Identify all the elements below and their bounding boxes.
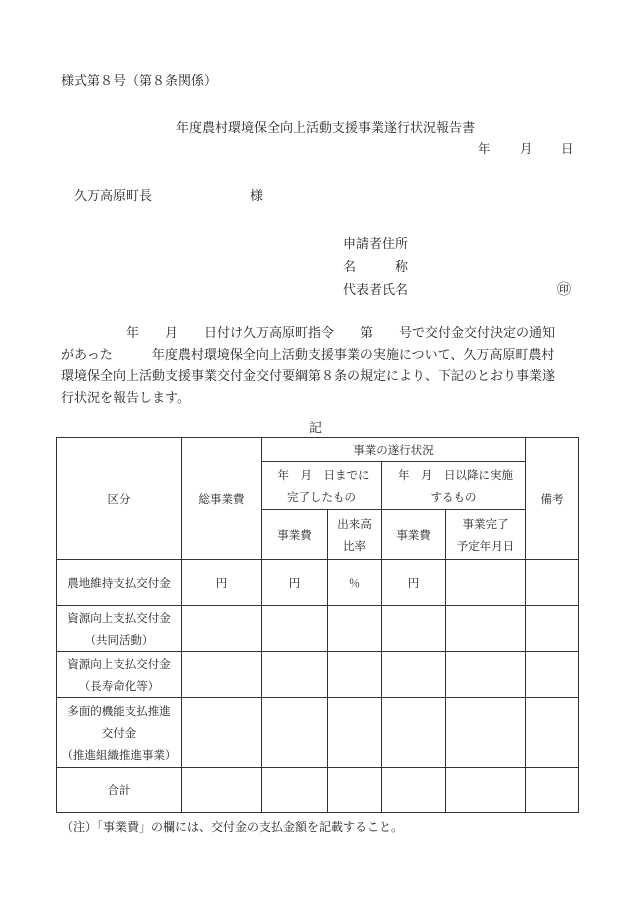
applicant-representative-label: 代表者氏名	[343, 283, 409, 298]
seal-mark: ㊞	[557, 282, 571, 298]
cell-remarks	[526, 560, 579, 606]
cell-cost	[262, 698, 328, 768]
table-row	[57, 698, 579, 768]
cell-remarks	[526, 768, 579, 813]
cell-cost	[262, 606, 328, 652]
cell-total-cost	[182, 698, 262, 768]
header-row	[57, 438, 579, 462]
cell-progress-rate	[328, 652, 382, 698]
row-label	[57, 652, 182, 698]
row-label-line: 資源向上支払交付金	[67, 610, 171, 625]
header-progress-rate	[328, 510, 382, 560]
cell-remarks	[526, 606, 579, 652]
header-planned-date	[446, 510, 526, 560]
cell-progress-rate: ％	[328, 560, 382, 606]
table-row	[57, 606, 579, 652]
applicant-address-label: 申請者住所	[343, 237, 409, 252]
status-table	[56, 437, 579, 813]
row-label-line: 資源向上支払交付金	[67, 656, 171, 671]
footnote: （注）「事業費」の欄には、交付金の支払金額を記載すること。	[61, 820, 404, 834]
row-label-line: （推進組織推進事業）	[61, 747, 177, 762]
cell-planned-date	[446, 606, 526, 652]
addressee-honorific: 様	[250, 189, 264, 204]
header-status: 事業の遂行状況	[262, 438, 526, 462]
header-completed-line: 年 月 日までに	[277, 467, 370, 482]
cell-cost-2: 円	[382, 560, 446, 606]
addressee-name: 久万高原町長	[74, 189, 153, 204]
ki-heading: 記	[309, 421, 323, 436]
cell-planned-date	[446, 768, 526, 813]
date-day: 日	[561, 141, 574, 156]
header-planned-date-line: 予定年月日	[456, 538, 515, 553]
row-label: 合計	[57, 768, 182, 813]
document-title: 年度農村環境保全向上活動支援事業遂行状況報告書	[176, 121, 476, 136]
cell-progress-rate	[328, 698, 382, 768]
form-number: 様式第８号（第８条関係）	[61, 74, 218, 89]
cell-cost: 円	[262, 560, 328, 606]
applicant-name-label: 名 称	[343, 260, 409, 275]
cell-total-cost	[182, 606, 262, 652]
cell-remarks	[526, 652, 579, 698]
row-label-line: （共同活動）	[84, 632, 154, 647]
cell-total-cost	[182, 652, 262, 698]
cell-progress-rate	[328, 768, 382, 813]
header-total-cost: 総事業費	[182, 438, 262, 560]
row-label-line: （長寿命化等）	[78, 678, 160, 693]
header-planned-date-line: 事業完了	[462, 516, 509, 531]
cell-cost-2	[382, 768, 446, 813]
cell-cost-2	[382, 606, 446, 652]
cell-progress-rate	[328, 606, 382, 652]
header-cost: 事業費	[262, 510, 328, 560]
body-line: があった 年度農村環境保全向上活動支援事業の実施について、久万高原町農村	[61, 347, 555, 363]
row-label	[57, 698, 182, 768]
cell-planned-date	[446, 560, 526, 606]
header-remarks: 備考	[526, 438, 579, 560]
header-to-implement-line: するもの	[430, 489, 477, 504]
cell-cost-2	[382, 652, 446, 698]
cell-planned-date	[446, 652, 526, 698]
row-label: 農地維持支払交付金	[57, 560, 182, 606]
header-completed	[262, 462, 382, 510]
report-body	[61, 323, 577, 409]
header-cost-2: 事業費	[382, 510, 446, 560]
cell-total-cost: 円	[182, 560, 262, 606]
header-progress-rate-line: 比率	[343, 538, 366, 553]
date-month: 月	[520, 141, 533, 156]
cell-total-cost	[182, 768, 262, 813]
header-completed-line: 完了したもの	[287, 489, 356, 504]
header-kubun: 区分	[57, 438, 182, 560]
body-line: 年 月 日付け久万高原町指令 第 号で交付金交付決定の通知	[61, 326, 556, 341]
header-to-implement-line: 年 月 日以降に実施	[398, 467, 513, 482]
cell-cost	[262, 768, 328, 813]
row-label-line: 多面的機能支払推進	[67, 703, 171, 718]
date-year: 年	[478, 141, 491, 156]
table-row	[57, 652, 579, 698]
cell-planned-date	[446, 698, 526, 768]
header-progress-rate-line: 出来高	[337, 516, 372, 531]
row-label	[57, 606, 182, 652]
cell-cost-2	[382, 698, 446, 768]
table-row	[57, 560, 579, 606]
cell-cost	[262, 652, 328, 698]
table-row-total	[57, 768, 579, 813]
cell-remarks	[526, 698, 579, 768]
body-line: 行状況を報告します。	[61, 390, 190, 406]
header-to-implement	[382, 462, 526, 510]
row-label-line: 交付金	[101, 725, 137, 740]
body-line: 環境保全向上活動支援事業交付金交付要綱第８条の規定により、下記のとおり事業遂	[61, 369, 556, 384]
